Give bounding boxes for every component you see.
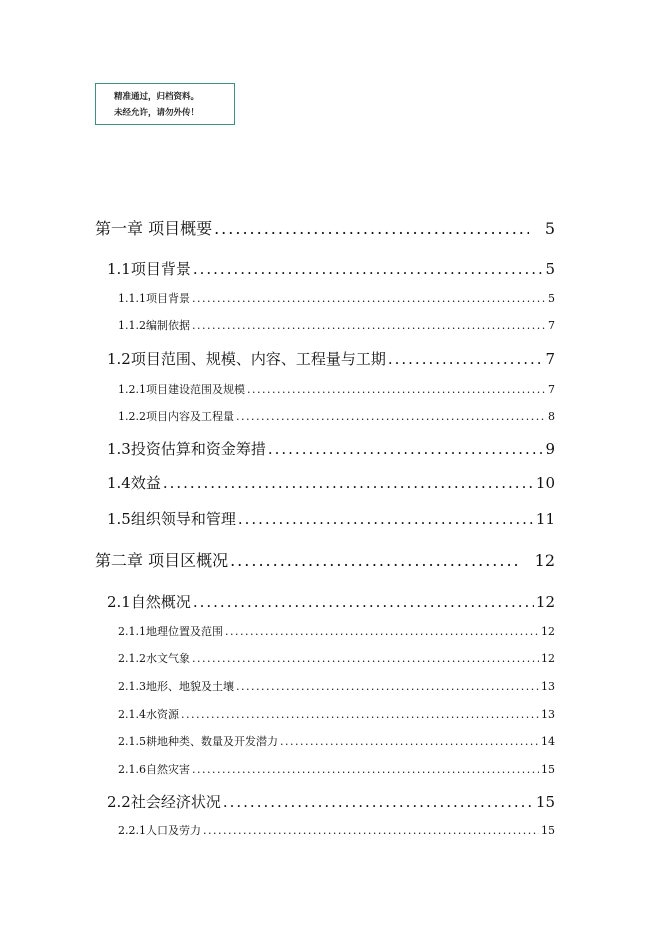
toc-entry[interactable] (118, 706, 555, 722)
toc-leader-dots (268, 440, 544, 458)
toc-entry[interactable] (118, 408, 555, 424)
toc-entry-title: 1.2.2项目内容及工程量 (118, 410, 234, 423)
toc-entry-title: 第二章 项目区概况 (95, 551, 229, 570)
toc-entry-page-number: 15 (535, 793, 555, 811)
toc-entry[interactable] (95, 216, 555, 239)
toc-entry[interactable] (118, 761, 555, 777)
toc-leader-dots (181, 708, 539, 721)
toc-entry-page-number: 13 (541, 708, 555, 721)
toc-entry-title: 2.1.6自然灾害 (118, 763, 190, 776)
toc-entry-title: 2.1.3地形、地貌及土壤 (118, 680, 234, 693)
toc-entry-page-number: 8 (548, 410, 555, 423)
toc-entry[interactable] (107, 472, 555, 493)
toc-entry[interactable] (118, 317, 555, 333)
toc-entry[interactable] (118, 650, 555, 666)
toc-entry-page-number: 11 (535, 510, 555, 528)
toc-leader-dots (193, 593, 534, 611)
toc-entry-page-number: 7 (548, 383, 555, 396)
toc-entry[interactable] (107, 438, 555, 459)
toc-entry-page-number: 5 (545, 260, 555, 278)
toc-entry[interactable] (118, 678, 555, 694)
toc-entry[interactable] (107, 791, 555, 812)
toc-entry-title: 1.3投资估算和资金筹措 (107, 440, 266, 458)
toc-leader-dots (236, 410, 546, 423)
toc-entry-page-number: 12 (541, 625, 555, 638)
toc-entry[interactable] (118, 822, 555, 838)
confidential-stamp (95, 83, 235, 125)
toc-entry[interactable] (107, 508, 555, 529)
toc-leader-dots (280, 735, 539, 748)
toc-leader-dots (214, 219, 529, 238)
toc-entry[interactable] (118, 733, 555, 749)
toc-entry-page-number: 12 (535, 593, 555, 611)
toc-entry-title: 2.2社会经济状况 (107, 793, 221, 811)
toc-entry-title: 1.2项目范围、规模、内容、工程量与工期 (107, 350, 386, 368)
toc-leader-dots (225, 625, 539, 638)
toc-entry-title: 2.1.1地理位置及范围 (118, 625, 223, 638)
toc-entry-title: 2.2.1人口及劳力 (118, 824, 201, 837)
toc-entry[interactable] (107, 348, 555, 369)
toc-leader-dots (223, 793, 534, 811)
toc-entry[interactable] (107, 258, 555, 279)
toc-leader-dots (163, 474, 534, 492)
toc-entry-page-number: 15 (541, 763, 555, 776)
stamp-line-1: 精准通过，归档资料。 (114, 92, 200, 102)
toc-entry-page-number: 15 (541, 824, 555, 837)
toc-entry[interactable] (118, 381, 555, 397)
toc-leader-dots (192, 292, 546, 305)
toc-leader-dots (230, 551, 519, 570)
toc-entry-title: 1.4效益 (107, 474, 161, 492)
toc-entry-title: 2.1.5耕地种类、数量及开发潜力 (118, 735, 278, 748)
toc-entry-page-number: 7 (548, 319, 555, 332)
toc-entry-title: 1.5组织领导和管理 (107, 510, 236, 528)
toc-entry-page-number: 9 (545, 440, 555, 458)
toc-entry-title: 第一章 项目概要 (95, 219, 213, 238)
toc-entry-title: 2.1.2水文气象 (118, 652, 190, 665)
toc-entry-title: 1.1.2编制依据 (118, 319, 190, 332)
toc-leader-dots (236, 680, 539, 693)
toc-entry-title: 1.2.1项目建设范围及规模 (118, 383, 245, 396)
toc-entry-page-number: 12 (541, 652, 555, 665)
toc-leader-dots (247, 383, 546, 396)
toc-entry-title: 2.1自然概况 (107, 593, 191, 611)
toc-leader-dots (203, 824, 539, 837)
toc-entry-title: 2.1.4水资源 (118, 708, 179, 721)
toc-entry-page-number: 7 (545, 350, 555, 368)
stamp-line-2: 未经允许，请勿外传！ (114, 108, 200, 118)
toc-entry-page-number: 13 (541, 680, 555, 693)
toc-leader-dots (192, 652, 539, 665)
toc-entry-title: 1.1.1项目背景 (118, 292, 190, 305)
toc-leader-dots (192, 319, 546, 332)
toc-entry[interactable] (95, 548, 555, 571)
toc-leader-dots (193, 260, 544, 278)
toc-entry-page-number: 10 (535, 474, 555, 492)
toc-entry[interactable] (118, 623, 555, 639)
toc-leader-dots (192, 763, 539, 776)
toc-entry-page-number: 5 (548, 292, 555, 305)
toc-entry-page-number: 5 (544, 219, 555, 238)
toc-leader-dots (238, 510, 534, 528)
toc-entry-page-number: 14 (541, 735, 555, 748)
toc-entry[interactable] (107, 591, 555, 612)
toc-entry[interactable] (118, 290, 555, 306)
toc-leader-dots (388, 350, 544, 368)
toc-entry-page-number: 12 (534, 551, 555, 570)
toc-entry-title: 1.1项目背景 (107, 260, 191, 278)
